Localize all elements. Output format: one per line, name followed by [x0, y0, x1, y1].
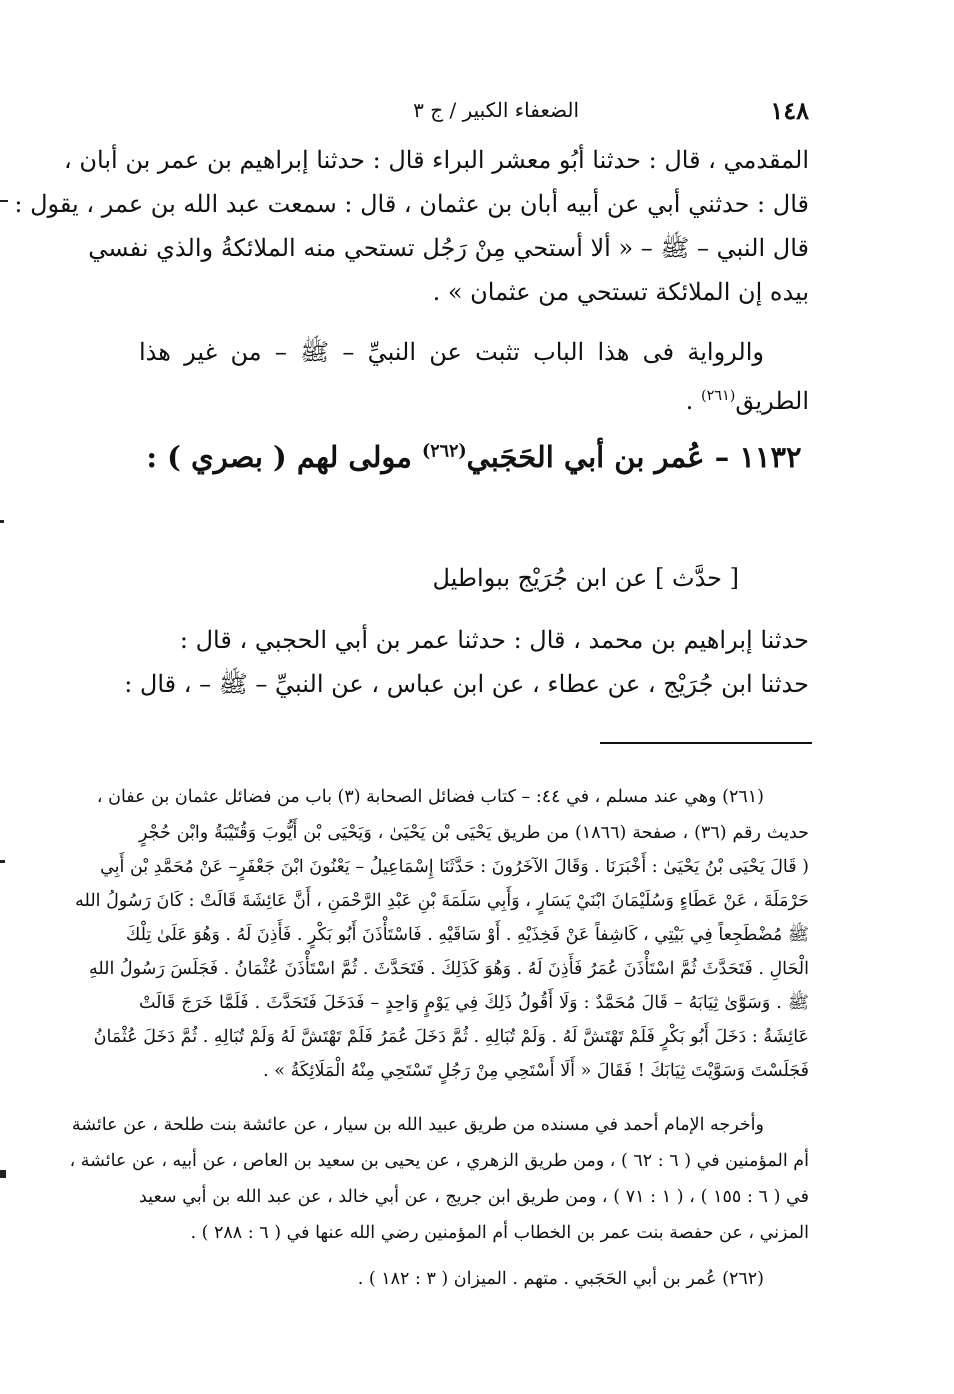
footnote-261-line-3: ( قَالَ يَحْيَى بْنُ يَحْيَىٰ : أَخْبَرَنَا . وَقَالَ الآخَرُونَ : حَدَّثَنَا إِسْمَاعِيلُ – يَعْنُونَ ابْنَ جَعْفَرٍ– عَنْ مُحَمَّدِ بْن أَبِي: [100, 857, 809, 877]
body-line-3: قال النبي – ﷺ – « ألا أستحي مِنْ رَجُل تستحي منه الملائكةُ والذي نفسي: [88, 234, 809, 262]
scan-mark: [0, 1170, 6, 1178]
body-line-4: بيده إن الملائكة تستحي من عثمان » .: [432, 278, 809, 306]
body-line-1: المقدمي ، قال : حدثنا أبُو معشر البراء قال : حدثنا إبراهيم بن عمر بن أبان ،: [64, 146, 809, 174]
entry-line-1: [ حدَّث ] عن ابن جُرَيْج ببواطيل: [432, 564, 739, 592]
footnote-ref-261: (٢٦١): [700, 388, 736, 404]
footnote-261-extra-line-2: أم المؤمنين في ( ٦ : ٦٢ ) ، ومن طريق الزهري ، عن يحيى بن سعيد بن العاص ، عن أبيه ، عن عائشة ،: [69, 1151, 809, 1171]
entry-heading: [139, 440, 809, 474]
body-line-2: قال : حدثني أبي عن أبيه أبان بن عثمان ، قال : سمعت عبد الله بن عمر ، يقول :: [14, 190, 809, 218]
body-line-6-end: .: [685, 387, 701, 415]
footnote-261-line-6: الْحَالِ . فَتَحَدَّثَ ثُمَّ اسْتَأْذَنَ عُمَرُ فَأَذِنَ لَهُ . وَهُوَ كَذَلِكَ . فَتَحَدَّثَ . ثُمَّ اسْتَأْذَنَ عُثْمَانُ . فَجَلَسَ رَسُولُ اللهِ: [88, 959, 809, 979]
running-title: الضعفاء الكبير / ج ٣: [413, 98, 579, 122]
footnote-261-line-8: عَائِشَةُ : دَخَلَ أَبُو بَكْرٍ فَلَمْ تَهْتَشَّ لَهُ . وَلَمْ تُبَالِهِ . ثُمَّ دَخَلَ عُمَرُ فَلَمْ تَهْتَشَّ لَهُ وَلَمْ تُبَالِهِ . ثُمَّ دَخَلَ عُثْمَانُ: [93, 1027, 809, 1047]
body-line-5: والرواية فى هذا الباب تثبت عن النبيِّ – ﷺ – من غير هذا: [139, 338, 764, 366]
footnote-261-line-5: ﷺ مُضْطَجِعاً فِي بَيْتِي ، كَاشِفاً عَنْ فَخِذَيْهِ . أَوْ سَاقَيْهِ . فَاسْتَأْذَنَ أَبُو بَكْرٍ . فَأَذِنَ لَهُ . وَهُوَ عَلَىٰ تِلْكَ: [125, 925, 809, 945]
scan-mark: [0, 520, 4, 523]
footnote-262: (٢٦٢) عُمر بن أبي الحَجَبي . متهم . الميزان ( ٣ : ١٨٢ ) .: [357, 1269, 764, 1289]
footnote-ref-262: (٢٦٢): [422, 441, 467, 462]
scan-mark: [0, 200, 8, 202]
footnote-261-line-1: (٢٦١) وهي عند مسلم ، في ٤٤: – كتاب فضائل الصحابة (٣) باب من فضائل عثمان بن عفان ،: [96, 787, 764, 807]
footnote-261-line-2: حديث رقم (٣٦) ، صفحة (١٨٦٦) من طريق يَحْيَى بْن يَحْيَىٰ ، وَيَحْيَى بْن أَيُّوبَ وَقُتَيْبَةُ وابْن حُجْرٍ: [139, 823, 809, 843]
entry-line-2: حدثنا إبراهيم بن محمد ، قال : حدثنا عمر بن أبي الحجبي ، قال :: [179, 626, 809, 654]
entry-line-3: حدثنا ابن جُرَيْج ، عن عطاء ، عن ابن عباس ، عن النبيِّ – ﷺ – ، قال :: [124, 670, 809, 698]
page-header: [139, 96, 809, 130]
entry-heading-main: ١١٣٢ – عُمر بن أبي الحَجَبي: [466, 440, 802, 474]
page-number: ١٤٨: [770, 96, 809, 125]
footnote-261-line-9: فَجَلَسْتَ وَسَوَّيْتَ ثِيَابَكَ ! فَقَالَ « أَلَا أَسْتَحِي مِنْ رَجُلٍ تَسْتَحِي مِنْهُ الْمَلَائِكَةُ » .: [263, 1061, 809, 1081]
footnote-261-extra-line-4: المزني ، عن حفصة بنت عمر بن الخطاب أم المؤمنين رضي الله عنها في ( ٦ : ٢٨٨ ) .: [190, 1223, 809, 1243]
body-line-6: [139, 374, 809, 423]
body-line-6-text: الطريق: [735, 387, 809, 415]
footnote-261-extra-line-1: وأخرجه الإمام أحمد في مسنده من طريق عبيد الله بن سيار ، عن عائشة بنت طلحة ، عن عائشة: [71, 1115, 764, 1135]
scan-mark: [0, 860, 5, 863]
footnote-separator: [600, 742, 812, 744]
footnote-261-line-7: ﷺ . وَسَوَّىٰ ثِيَابَهُ – قَالَ مُحَمَّدٌ : وَلَا أَقُولُ ذَلِكَ فِي يَوْمٍ وَاحِدٍ – فَدَخَلَ فَتَحَدَّثَ . فَلَمَّا خَرَجَ قَالَتْ: [139, 993, 809, 1013]
footnote-261-line-4: حَرْمَلَةَ ، عَنْ عَطَاءٍ وَسُلَيْمَانَ ابْنَيْ يَسَارٍ ، وَأَبِي سَلَمَةَ بْنِ عَبْدِ الرَّحْمَنِ ، أَنَّ عَائِشَةَ قَالَتْ : كَانَ رَسُولُ الله: [75, 891, 809, 911]
entry-heading-rest: مولى لهم ( بصري ) :: [146, 440, 423, 474]
footnote-261-extra-line-3: في ( ٦ : ١٥٥ ) ، ( ١ : ٧١ ) ، ومن طريق ابن جريج ، عن أبي خالد ، عن عبد الله بن أبي سعيد: [139, 1187, 809, 1207]
